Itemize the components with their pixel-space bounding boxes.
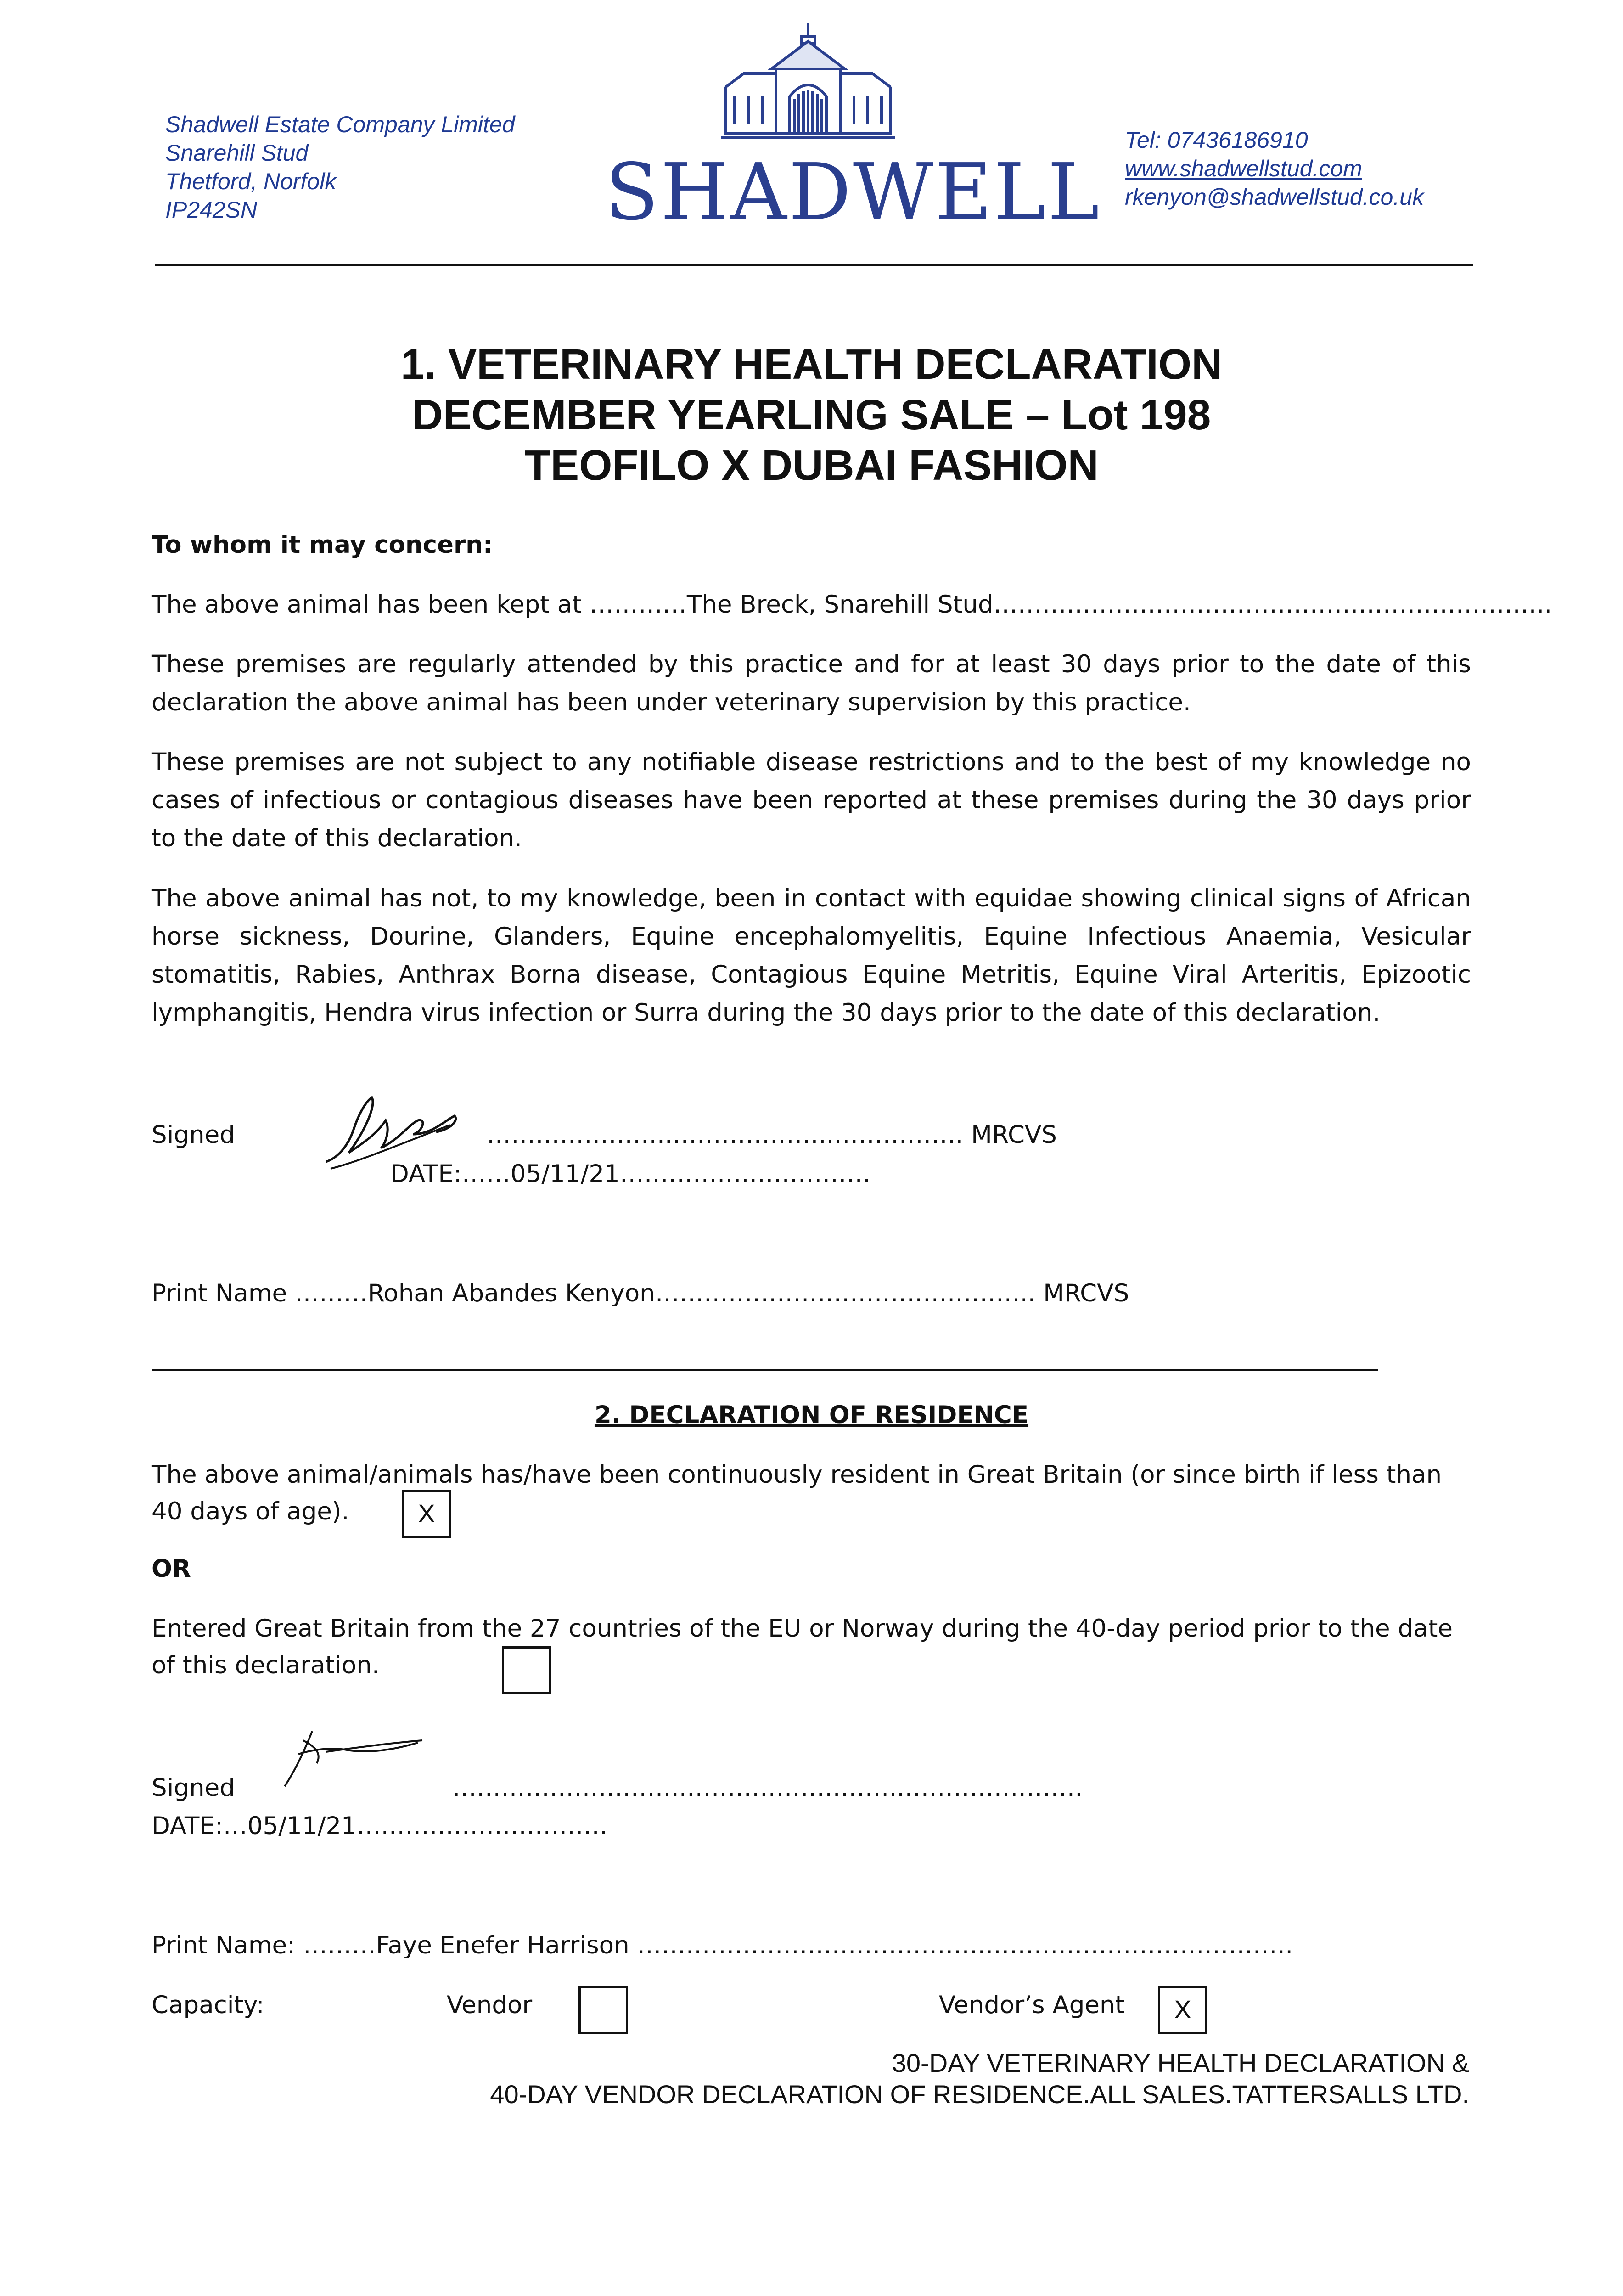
vendor-checkbox[interactable]	[578, 1986, 628, 2034]
header-divider	[155, 264, 1473, 266]
entered-text-line-2: of this declaration.	[152, 1651, 380, 1679]
contact-equidae-paragraph: The above animal has not, to my knowledge, been in contact with equidae showing clinical signs of African horse sickness, Dourine, Glanders, Equine encephalomyelitis, Equine Infectious Anaemia, Vesicular stomatitis, Rabies, Anthrax Borna disease, Contagious Equine Metritis, Equine Viral Arteritis, Epizootic lymphangitis, Hendra virus infection or Surra during the 30 days prior to the date of this declaration.	[152, 884, 1471, 1027]
or-label: OR	[152, 1555, 191, 1583]
address-line: Shadwell Estate Company Limited	[165, 112, 515, 137]
contact-tel: Tel: 07436186910	[1125, 127, 1308, 153]
contact-email[interactable]: rkenyon@shadwellstud.co.uk	[1125, 184, 1424, 210]
resident-text-line-2: 40 days of age).	[152, 1497, 349, 1525]
vendor-print-name: Print Name: ………Faye Enefer Harrison ……………………………………..……………………………….	[152, 1931, 1293, 1959]
section-divider	[152, 1369, 1378, 1371]
disease-restrictions-paragraph: These premises are not subject to any notifiable disease restrictions and to the best of my knowledge no cases of infectious or contagious diseases have been reported at these premises during the 30 days prior to the date of this declaration.	[152, 748, 1471, 852]
resident-checkbox[interactable]: X	[402, 1490, 451, 1538]
contact-website-link[interactable]: www.shadwellstud.com	[1125, 156, 1362, 181]
vendor-signature-image	[275, 1722, 427, 1793]
document-title-line-3: TEOFILO X DUBAI FASHION	[524, 441, 1099, 489]
vet-signature-line: …………………..………………..……………. MRCVS	[487, 1121, 1057, 1149]
agent-option-label: Vendor’s Agent	[939, 1991, 1125, 2019]
kept-at-line: The above animal has been kept at …………The Breck, Snarehill Stud…………………………………………………………...	[152, 591, 1552, 619]
supervision-paragraph: These premises are regularly attended by this practice and for at least 30 days prior to the date of this declaration the above animal has been under veterinary supervision by this practice.	[152, 650, 1471, 716]
agent-checkbox[interactable]: X	[1158, 1986, 1207, 2034]
company-contact	[1125, 126, 1424, 211]
vendor-date-line: DATE:…05/11/21….………………………	[152, 1812, 608, 1840]
shadwell-logo-text: SHADWELL	[605, 147, 1101, 238]
address-line: Thetford, Norfolk	[165, 169, 337, 194]
footer-line-1: 30-DAY VETERINARY HEALTH DECLARATION &	[892, 2048, 1469, 2077]
residence-heading: 2. DECLARATION OF RESIDENCE	[594, 1401, 1029, 1429]
document-title-line-2: DECEMBER YEARLING SALE – Lot 198	[412, 391, 1211, 439]
vendor-signed-label: Signed	[152, 1774, 235, 1802]
entered-text-line-1: Entered Great Britain from the 27 countries of the EU or Norway during the 40-day period prior to the date	[152, 1615, 1453, 1643]
vendor-signature-line: ………………………..……………….……..………………….	[452, 1774, 1083, 1802]
capacity-label: Capacity:	[152, 1991, 264, 2019]
address-line: Snarehill Stud	[165, 140, 309, 166]
footer-line-2: 40-DAY VENDOR DECLARATION OF RESIDENCE.ALL SALES.TATTERSALLS LTD.	[490, 2080, 1469, 2109]
salutation: To whom it may concern:	[152, 531, 493, 559]
document-title-line-1: 1. VETERINARY HEALTH DECLARATION	[400, 340, 1223, 388]
vet-print-name: Print Name ………Rohan Abandes Kenyon……………………………………….. MRCVS	[152, 1279, 1129, 1307]
address-line: IP242SN	[165, 197, 258, 223]
shadwell-logo-emblem	[716, 18, 900, 145]
signed-label: Signed	[152, 1121, 235, 1149]
vet-date-line: DATE:……05/11/21…………….……………	[390, 1160, 871, 1188]
entered-checkbox[interactable]	[502, 1646, 551, 1694]
company-address	[165, 110, 515, 224]
resident-text-line-1: The above animal/animals has/have been continuously resident in Great Britain (or since birth if less than	[152, 1461, 1442, 1489]
vendor-option-label: Vendor	[447, 1991, 533, 2019]
